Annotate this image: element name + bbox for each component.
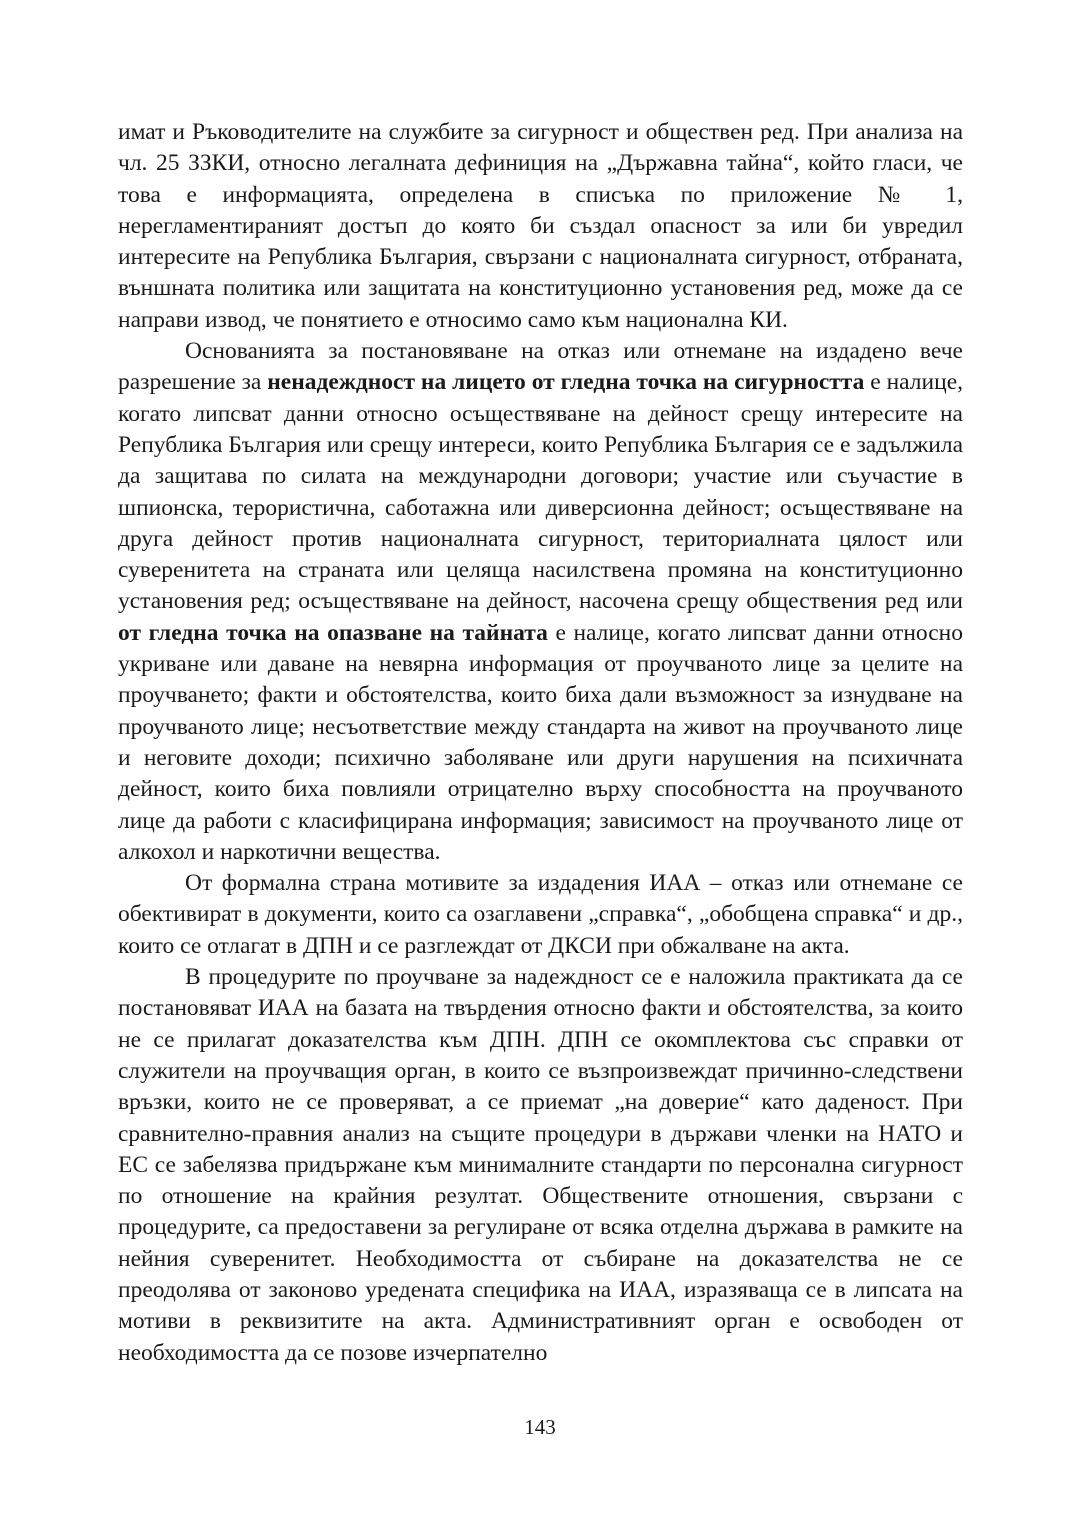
paragraph-2-text-b: е налице, когато липсват данни относно осъществяване на дейност срещу интересите на Република България или срещу интереси, които Република България се е задължила да защитава по силата на международни договори; участие или съучастие в шпионска, терористична, саботажна или диверсионна дейност; осъществяване на друга дейност против националната сигурност, териториалната цялост или суверенитета на страната или целяща насилствена промяна на конституционно установения ред; осъществяване на дейност, насочена срещу обществения ред или	[118, 369, 963, 615]
paragraph-1-text: имат и Ръководителите на службите за сигурност и обществен ред. При анализа на чл. 25 ЗЗКИ, относно легалната дефиниция на „Държавна тайна“, който гласи, че това е информацията, определена в списъка по приложение № 1, нерегламентираният достъп до която би създал опасност за или би увредил интересите на Република България, свързани с националната сигурност, отбраната, външната политика или защитата на конституционно установения ред, може да се направи извод, че понятието е относимо само към национална КИ.	[118, 119, 963, 333]
paragraph-4	[118, 962, 963, 1369]
paragraph-3	[118, 868, 963, 962]
body-text	[118, 117, 963, 1369]
paragraph-2-text-a: Основанията за постановяване на отказ или отнемане на издадено вече разрешение за	[118, 338, 963, 396]
paragraph-2-emphasis-secrecy: от гледна точка на опазване на тайната	[118, 619, 548, 646]
page-number: 143	[524, 1415, 556, 1439]
paragraph-2-text-c: е налице, когато липсват данни относно укриване или даване на невярна информация от проучваното лице за целите на проучването; факти и обстоятелства, които биха дали възможност за изнудване на проучваното лице; несъответствие между стандарта на живот на проучваното лице и неговите доходи; психично заболяване или други нарушения на психичната дейност, които биха повлияли отрицателно върху способността на проучваното лице да работи с класифицирана информация; зависимост на проучваното лице от алкохол и наркотични вещества.	[118, 619, 963, 865]
paragraph-1	[118, 117, 963, 336]
paragraph-2	[118, 336, 963, 868]
paragraph-2-emphasis-security: ненадеждност на лицето от гледна точка на сигурността	[267, 369, 865, 396]
paragraph-4-text: В процедурите по проучване за надеждност се е наложила практиката да се постановяват ИАА на базата на твърдения относно факти и обстоятелства, за които не се прилагат доказателства към ДПН. ДПН се окомплектова със справки от служители на проучващия орган, в които се възпроизвеждат причинно-следствени връзки, които не се проверяват, а се приемат „на доверие“ като даденост. При сравнително-правния анализ на същите процедури в държави членки на НАТО и ЕС се забелязва придържане към минималните стандарти по персонална сигурност по отношение на крайния резултат. Обществените отношения, свързани с процедурите, са предоставени за регулиране от всяка отделна държава в рамките на нейния суверенитет. Необходимостта от събиране на доказателства не се преодолява от законово уредената специфика на ИАА, изразяваща се в липсата на мотиви в реквизитите на акта. Административният орган е освободен от необходимостта да се позове изчерпателно	[118, 964, 963, 1366]
paragraph-3-text: От формална страна мотивите за издадения ИАА – отказ или отнемане се обективират в документи, които са озаглавени „справка“, „обобщена справка“ и др., които се отлагат в ДПН и се разглеждат от ДКСИ при обжалване на акта.	[118, 870, 963, 959]
